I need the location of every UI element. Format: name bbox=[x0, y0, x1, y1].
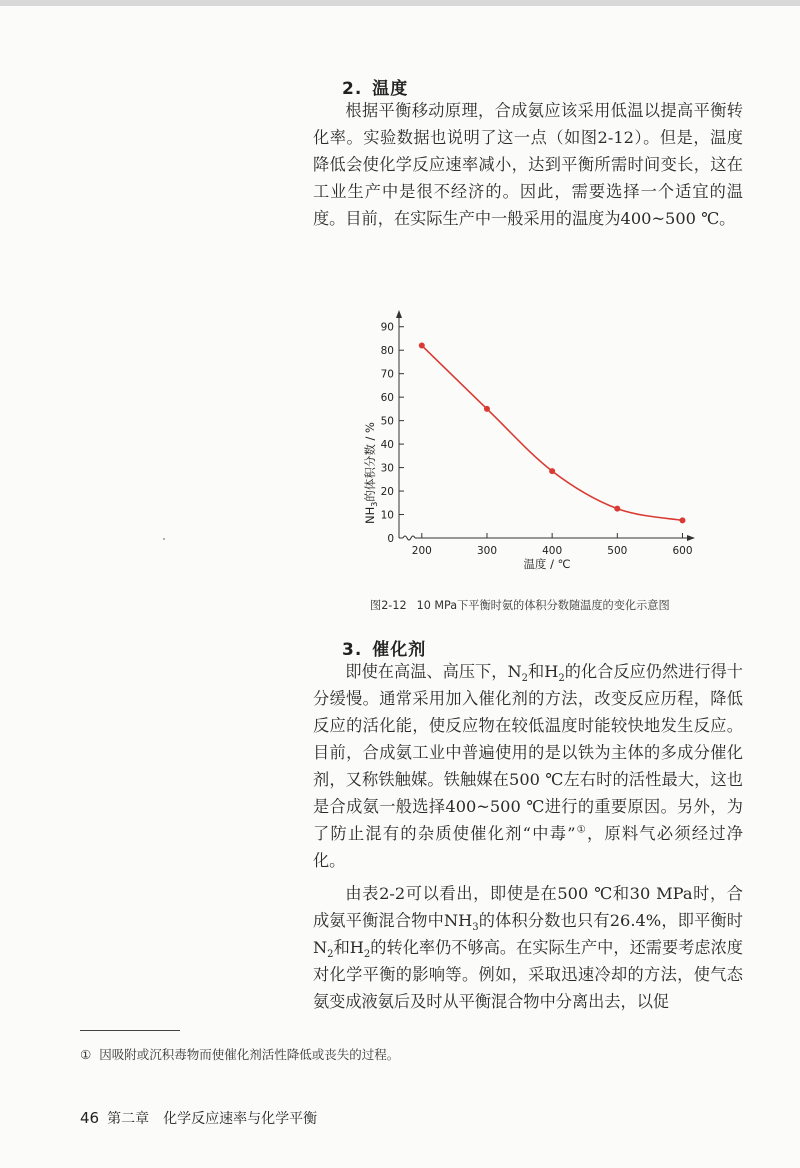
y-tick-label-10: 10 bbox=[380, 509, 394, 522]
y-tick-label-90: 90 bbox=[380, 321, 394, 334]
x-tick-label-500: 500 bbox=[607, 545, 628, 557]
y-axis-label-prefix: NH bbox=[363, 506, 377, 524]
y-axis-arrow bbox=[396, 310, 402, 318]
x-axis-arrow bbox=[687, 535, 695, 541]
section-3-number: 3. bbox=[342, 640, 363, 660]
y-tick-label-0: 0 bbox=[387, 533, 394, 545]
footnote-text: 因吸附或沉积毒物而使催化剂活性降低或丧失的过程。 bbox=[99, 1047, 400, 1062]
footnote-divider bbox=[80, 1030, 180, 1031]
x-axis-break bbox=[403, 536, 415, 540]
y-tick-label-20: 20 bbox=[380, 486, 394, 499]
y-tick-label-50: 50 bbox=[380, 415, 394, 428]
section-2-number: 2. bbox=[342, 79, 363, 99]
page-number: 46 bbox=[80, 1109, 100, 1127]
data-point-500 bbox=[614, 506, 620, 512]
y-axis-label-subscript: 3 bbox=[370, 501, 379, 507]
x-tick-label-200: 200 bbox=[411, 545, 432, 557]
section-2-heading bbox=[342, 74, 408, 99]
scan-speck bbox=[163, 538, 165, 540]
section-3-paragraph-2: 由表2-2可以看出，即使是在500 ℃和30 MPa时，合成氨平衡混合物中$NH_3$的体积分数也只有26.4%，即平衡时$N_2$和$H_2$的转化率仍不够高。在实际生产中，还需要考虑浓度对化学平衡的影响等。例如，采取迅速冷却的方法，使气态氨变成液氨后及时从平衡混合物中分离出去，以促 bbox=[313, 884, 743, 1011]
figure-caption-text: 10 MPa下平衡时氨的体积分数随温度的变化示意图 bbox=[416, 599, 670, 612]
chart-ticks bbox=[381, 322, 693, 557]
chapter-label: 第二章 bbox=[107, 1111, 150, 1127]
chapter-title: 化学反应速率与化学平衡 bbox=[163, 1111, 318, 1127]
x-tick-label-300: 300 bbox=[476, 545, 498, 557]
x-tick-label-600: 600 bbox=[672, 545, 693, 557]
data-point-300 bbox=[484, 406, 490, 412]
y-axis-label bbox=[363, 422, 379, 524]
y-tick-label-70: 70 bbox=[380, 368, 394, 381]
page-footer bbox=[80, 1108, 317, 1128]
data-point-600 bbox=[679, 517, 685, 523]
page-top-edge bbox=[0, 0, 800, 6]
footnote bbox=[80, 1045, 399, 1063]
section-2-title: 温度 bbox=[372, 79, 409, 99]
y-axis-label-suffix: 的体积分数 / % bbox=[363, 422, 377, 502]
footnote-ref: ① bbox=[575, 824, 588, 836]
y-tick-label-40: 40 bbox=[380, 439, 394, 452]
chart-axes bbox=[396, 310, 695, 541]
section-3-title: 催化剂 bbox=[372, 640, 427, 660]
y-tick-label-80: 80 bbox=[380, 345, 394, 358]
figure-caption bbox=[370, 597, 670, 613]
data-point-200 bbox=[419, 343, 425, 349]
footnote-mark: ① bbox=[80, 1047, 92, 1062]
y-tick-label-30: 30 bbox=[380, 462, 394, 475]
series-line bbox=[422, 346, 683, 521]
section-3-paragraph-1: 即使在高温、高压下，$N_2$和$H_2$的化合反应仍然进行得十分缓慢。通常采用加入催化剂的方法，改变反应历程，降低反应的活化能，使反应物在较低温度时能较快地发生反应。目前，合成氨工业中普遍使用的是以铁为主体的多成分催化剂，又称铁触媒。铁触媒在500 ℃左右时的活性最大，这也是合成氨一般选择400~500 ℃进行的重要原因。另外，为了防止混有的杂质使催化剂“中毒”①，原料气必须经过净化。 bbox=[313, 662, 743, 870]
series-points bbox=[419, 343, 686, 524]
data-point-400 bbox=[549, 468, 555, 474]
y-tick-label-60: 60 bbox=[380, 392, 394, 405]
ammonia-fraction-chart bbox=[355, 305, 705, 575]
x-tick-label-400: 400 bbox=[542, 545, 563, 557]
section-3-heading bbox=[342, 635, 426, 660]
figure-label: 图2-12 bbox=[370, 599, 407, 612]
section-2-paragraph: 根据平衡移动原理，合成氨应该采用低温以提高平衡转化率。实验数据也说明了这一点（如图2-12）。但是，温度降低会使化学反应速率减小，达到平衡所需时间变长，这在工业生产中是很不经济的。因此，需要选择一个适宜的温度。目前，在实际生产中一般采用的温度为400~500 ℃。 bbox=[313, 101, 743, 228]
x-axis-label: 温度 / ℃ bbox=[523, 557, 571, 571]
